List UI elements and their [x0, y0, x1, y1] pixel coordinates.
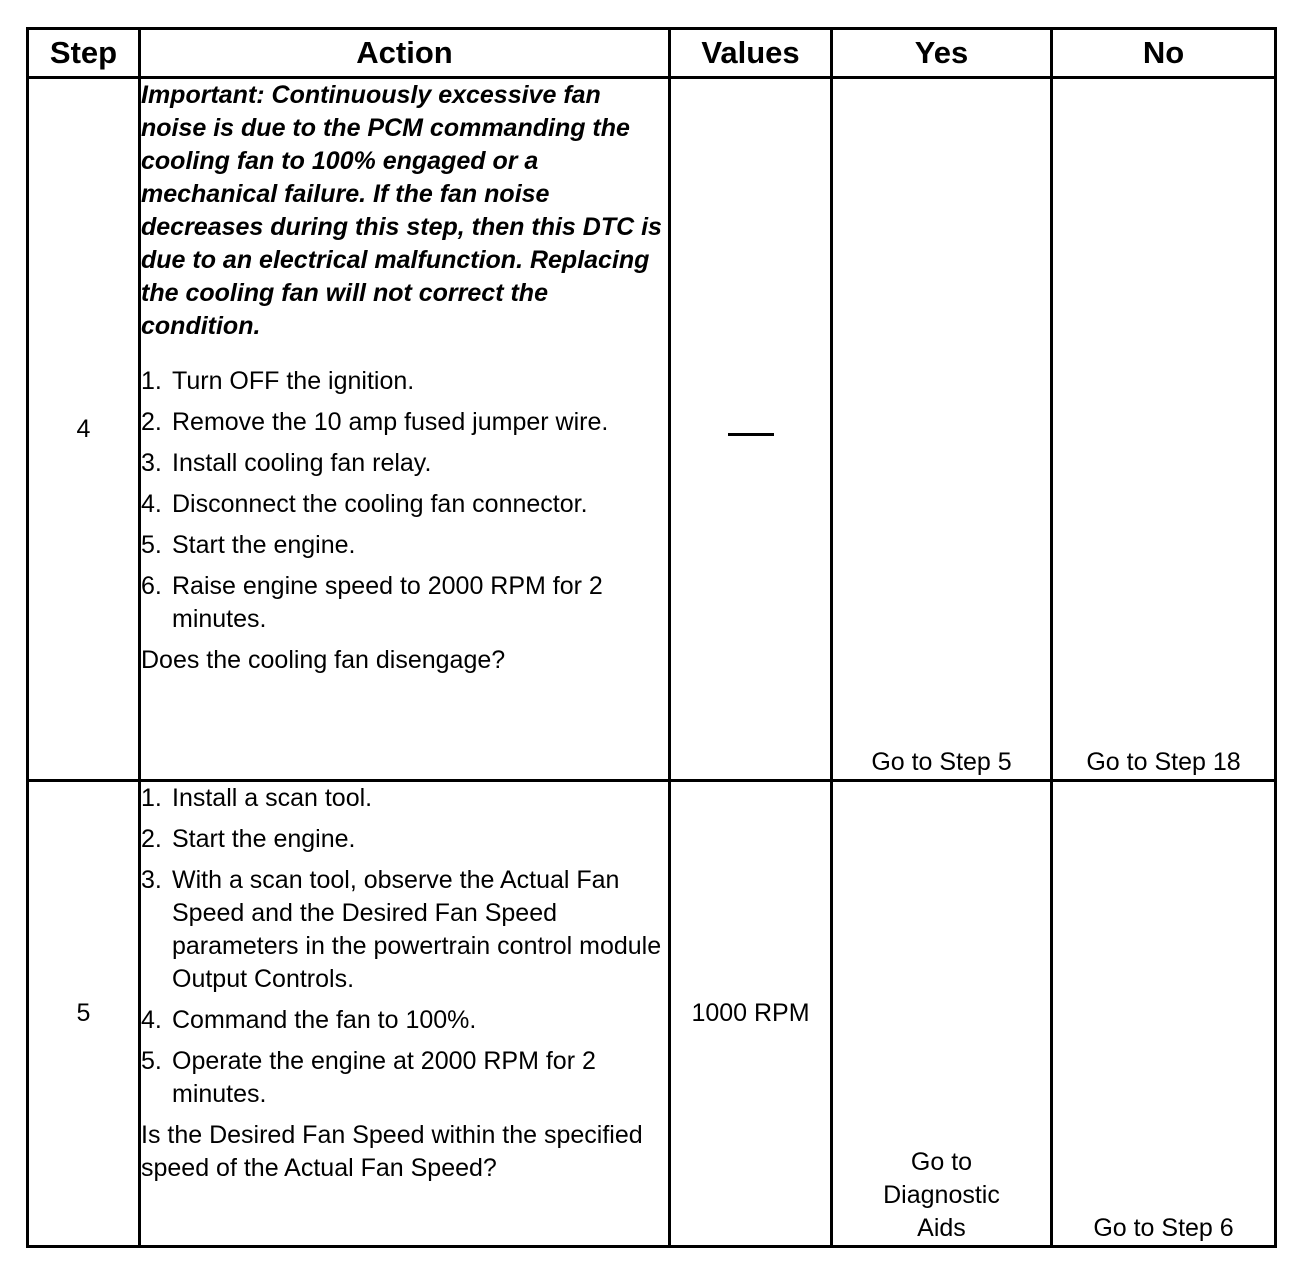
empty-value-dash — [728, 433, 774, 436]
header-yes: Yes — [832, 29, 1052, 78]
list-item: 3. Install cooling fan relay. — [141, 449, 432, 477]
list-item: 4. Command the fan to 100%. — [141, 1006, 477, 1034]
table-row-step-4 — [28, 78, 1276, 781]
action-cell — [140, 781, 670, 1247]
list-item: 6. Raise engine speed to 2000 RPM for 2 minutes. — [141, 572, 603, 633]
header-action: Action — [140, 29, 670, 78]
table-row-step-5 — [28, 781, 1276, 1247]
diagnostic-table — [26, 27, 1277, 1248]
yes-cell: Go to Step 5 — [832, 78, 1052, 781]
value-cell: 1000 RPM — [670, 781, 832, 1247]
list-item: 5. Operate the engine at 2000 RPM for 2 minutes. — [141, 1047, 596, 1108]
header-step: Step — [28, 29, 140, 78]
header-values: Values — [670, 29, 832, 78]
no-cell: Go to Step 6 — [1052, 781, 1276, 1247]
list-item: 3. With a scan tool, observe the Actual Fan Speed and the Desired Fan Speed parameters in the powertrain control module Output Controls. — [141, 866, 662, 993]
question: Does the cooling fan disengage? — [141, 646, 506, 674]
list-item: 1. Turn OFF the ignition. — [141, 367, 415, 395]
list-item: 2. Remove the 10 amp fused jumper wire. — [141, 408, 609, 436]
no-cell: Go to Step 18 — [1052, 78, 1276, 781]
value-cell — [670, 78, 832, 781]
step-number: 4 — [28, 78, 140, 781]
header-row — [28, 29, 1276, 78]
list-item: 2. Start the engine. — [141, 825, 356, 853]
list-item: 5. Start the engine. — [141, 531, 356, 559]
yes-cell-text: Go to Diagnostic Aids — [883, 1148, 1000, 1242]
step-number: 5 — [28, 781, 140, 1247]
important-note: Important: Continuously excessive fan noise is due to the PCM commanding the cooling fan to 100% engaged or a mechanical failure. If the fan noise decreases during this step, then this DTC is due to an electrical malfunction. Replacing the cooling fan will not correct the condition. — [141, 81, 662, 340]
action-cell — [140, 78, 670, 781]
yes-cell — [832, 781, 1052, 1247]
list-item: 4. Disconnect the cooling fan connector. — [141, 490, 588, 518]
action-steps — [141, 365, 668, 636]
list-item: 1. Install a scan tool. — [141, 784, 373, 812]
question: Is the Desired Fan Speed within the specified speed of the Actual Fan Speed? — [141, 1121, 643, 1182]
action-steps — [141, 782, 668, 1111]
header-no: No — [1052, 29, 1276, 78]
